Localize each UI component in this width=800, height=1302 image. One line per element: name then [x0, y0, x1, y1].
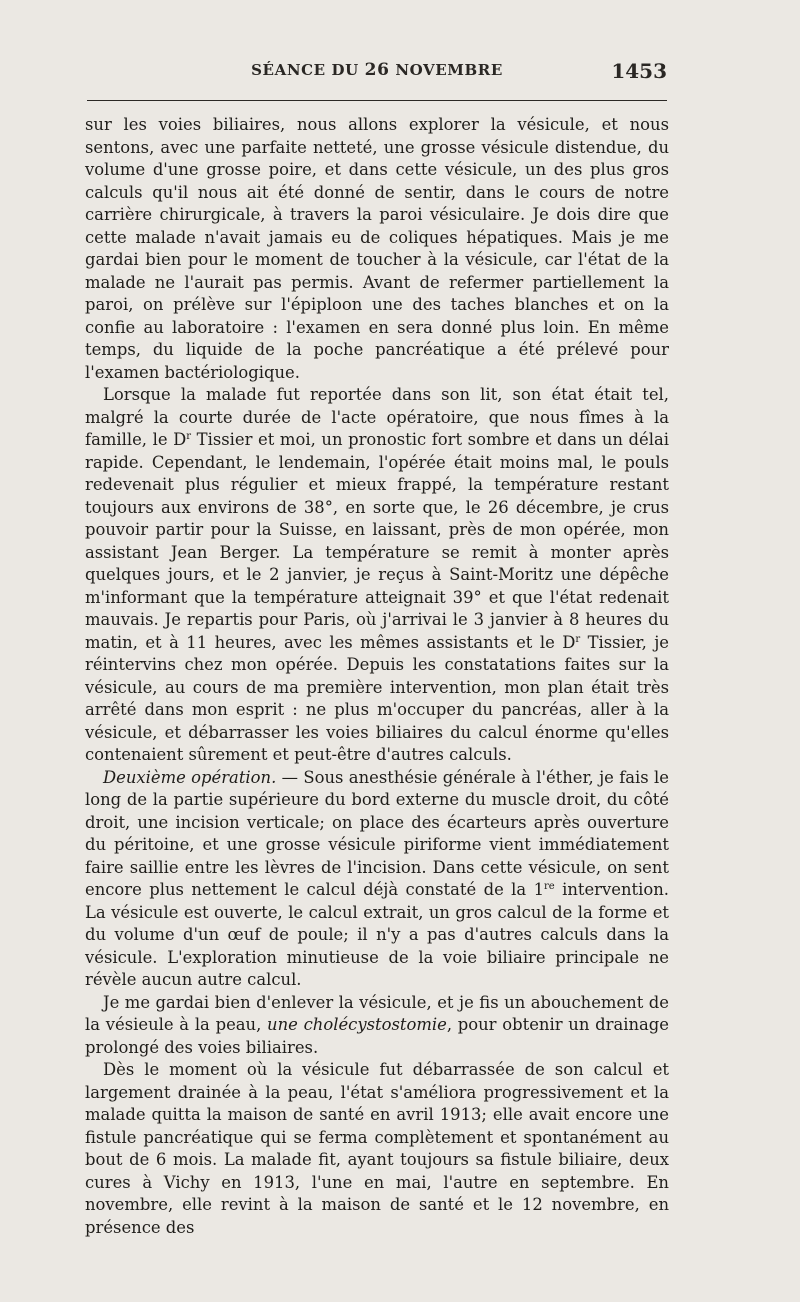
superscript: r: [186, 431, 192, 442]
running-head-title-end: NOVEMBRE: [389, 61, 503, 79]
section-label-deuxieme-operation: Deuxième opération.: [103, 767, 277, 787]
header-rule: [87, 100, 667, 101]
paragraph-4-part-b: , pour obtenir un drainage prolongé des voies biliaires.: [85, 1015, 669, 1057]
superscript: r: [575, 633, 581, 645]
paragraph-3-part-a: — Sous anesthésie générale à l'éther, je fais le long de la partie supérieure du bord externe du muscle droit, du côté droit, une incision verticale; on place des écarteurs après ouverture du péritoine, et une grosse vésicule piriforme vient immédiatement faire saillie entre les lèvres de l'incision. Dans cette vésicule, on sent encore plus nettement le calcul déjà constaté de la 1: [85, 767, 669, 899]
superscript: re: [544, 881, 555, 892]
running-head: [87, 60, 667, 86]
running-head-title-day: 26: [364, 60, 390, 80]
paragraph-4-part-a: Je me gardai bien d'enlever la vésicule, et je fis un abouchement de la vésieule à la peau,: [85, 992, 669, 1034]
paragraph-3: [85, 767, 669, 992]
paragraph-1: sur les voies biliaires, nous allons explorer la vésicule, et nous sentons, avec une parfaite netteté, une grosse vésicule distendue, du volume d'une grosse poire, et dans cette vésicule, un des plus gros calculs qu'il nous ait été donné de sentir, dans le cours de notre carrière chirurgicale, à travers la paroi vésiculaire. Je dois dire que cette malade n'avait jamais eu de coliques hépatiques. Mais je me gardai bien pour le moment de toucher à la vésicule, car l'état de la malade ne l'aurait pas permis. Avant de refermer partiellement la paroi, on prélève sur l'épiploon une des taches blanches et on la confie au laboratoire : l'examen en sera donné plus loin. En même temps, du liquide de la poche pancréatique a été prélevé pour l'examen bactériologique.: [85, 115, 669, 382]
paragraph-3-part-b: intervention. La vésicule est ouverte, le calcul extrait, un gros calcul de la forme et du volume d'un œuf de poule; il n'y a pas d'autres calculs dans la vésicule. L'exploration minutieuse de la voie biliaire principale ne révèle aucun autre calcul.: [85, 880, 669, 989]
page-number: 1453: [611, 59, 667, 83]
paragraph-2-part-c: Tissier, je réintervins chez mon opérée. Depuis les constatations faites sur la vésicule, au cours de ma première intervention, mon plan était très arrêté dans mon esprit : ne plus m'occuper du pancréas, aller à la vésicule, et débarrasser les voies biliaires du calcul énorme qu'elles contenaient sûrement et peut-être d'autres calculs.: [85, 632, 670, 764]
paragraph-2-part-b: Tissier et moi, un pronostic fort sombre et dans un délai rapide. Cependant, le lendemain, l'opérée était moins mal, le pouls redevenait plus régulier et mieux frappé, la température restant toujours aux environs de 38°, en sorte que, le 26 décembre, je crus pouvoir partir pour la Suisse, en laissant, près de mon opérée, mon assistant Jean Berger. La température se remit à monter après quelques jours, et le 2 janvier, je reçus à Saint-Moritz une dépêche m'informant que la température atteignait 39° et que l'état redenait mauvais. Je repartis pour Paris, où j'arrivai le 3 janvier à 8 heures du matin, et à 11 heures, avec les mêmes assistants et le D: [85, 430, 669, 652]
body-text: [85, 114, 669, 1239]
paragraph-2: [85, 384, 669, 767]
running-head-title-start: SÉANCE DU: [251, 61, 365, 79]
paragraph-2-part-a: Lorsque la malade fut reportée dans son lit, son état était tel, malgré la courte durée de l'acte opératoire, que nous fîmes à la famille, le D: [85, 385, 669, 449]
italic-term: une cholécystostomie: [267, 1015, 447, 1034]
paragraph-4: [85, 992, 669, 1060]
paragraph-5: Dès le moment où la vésicule fut débarrassée de son calcul et largement drainée à la peau, l'état s'améliora progressivement et la malade quitta la maison de santé en avril 1913; elle avait encore une fistule pancréatique qui se ferma complètement et spontanément au bout de 6 mois. La malade fit, ayant toujours sa fistule biliaire, deux cures à Vichy en 1913, l'une en mai, l'autre en septembre. En novembre, elle revint à la maison de santé et le 12 novembre, en présence des: [85, 1060, 669, 1237]
running-head-title: [87, 60, 667, 80]
